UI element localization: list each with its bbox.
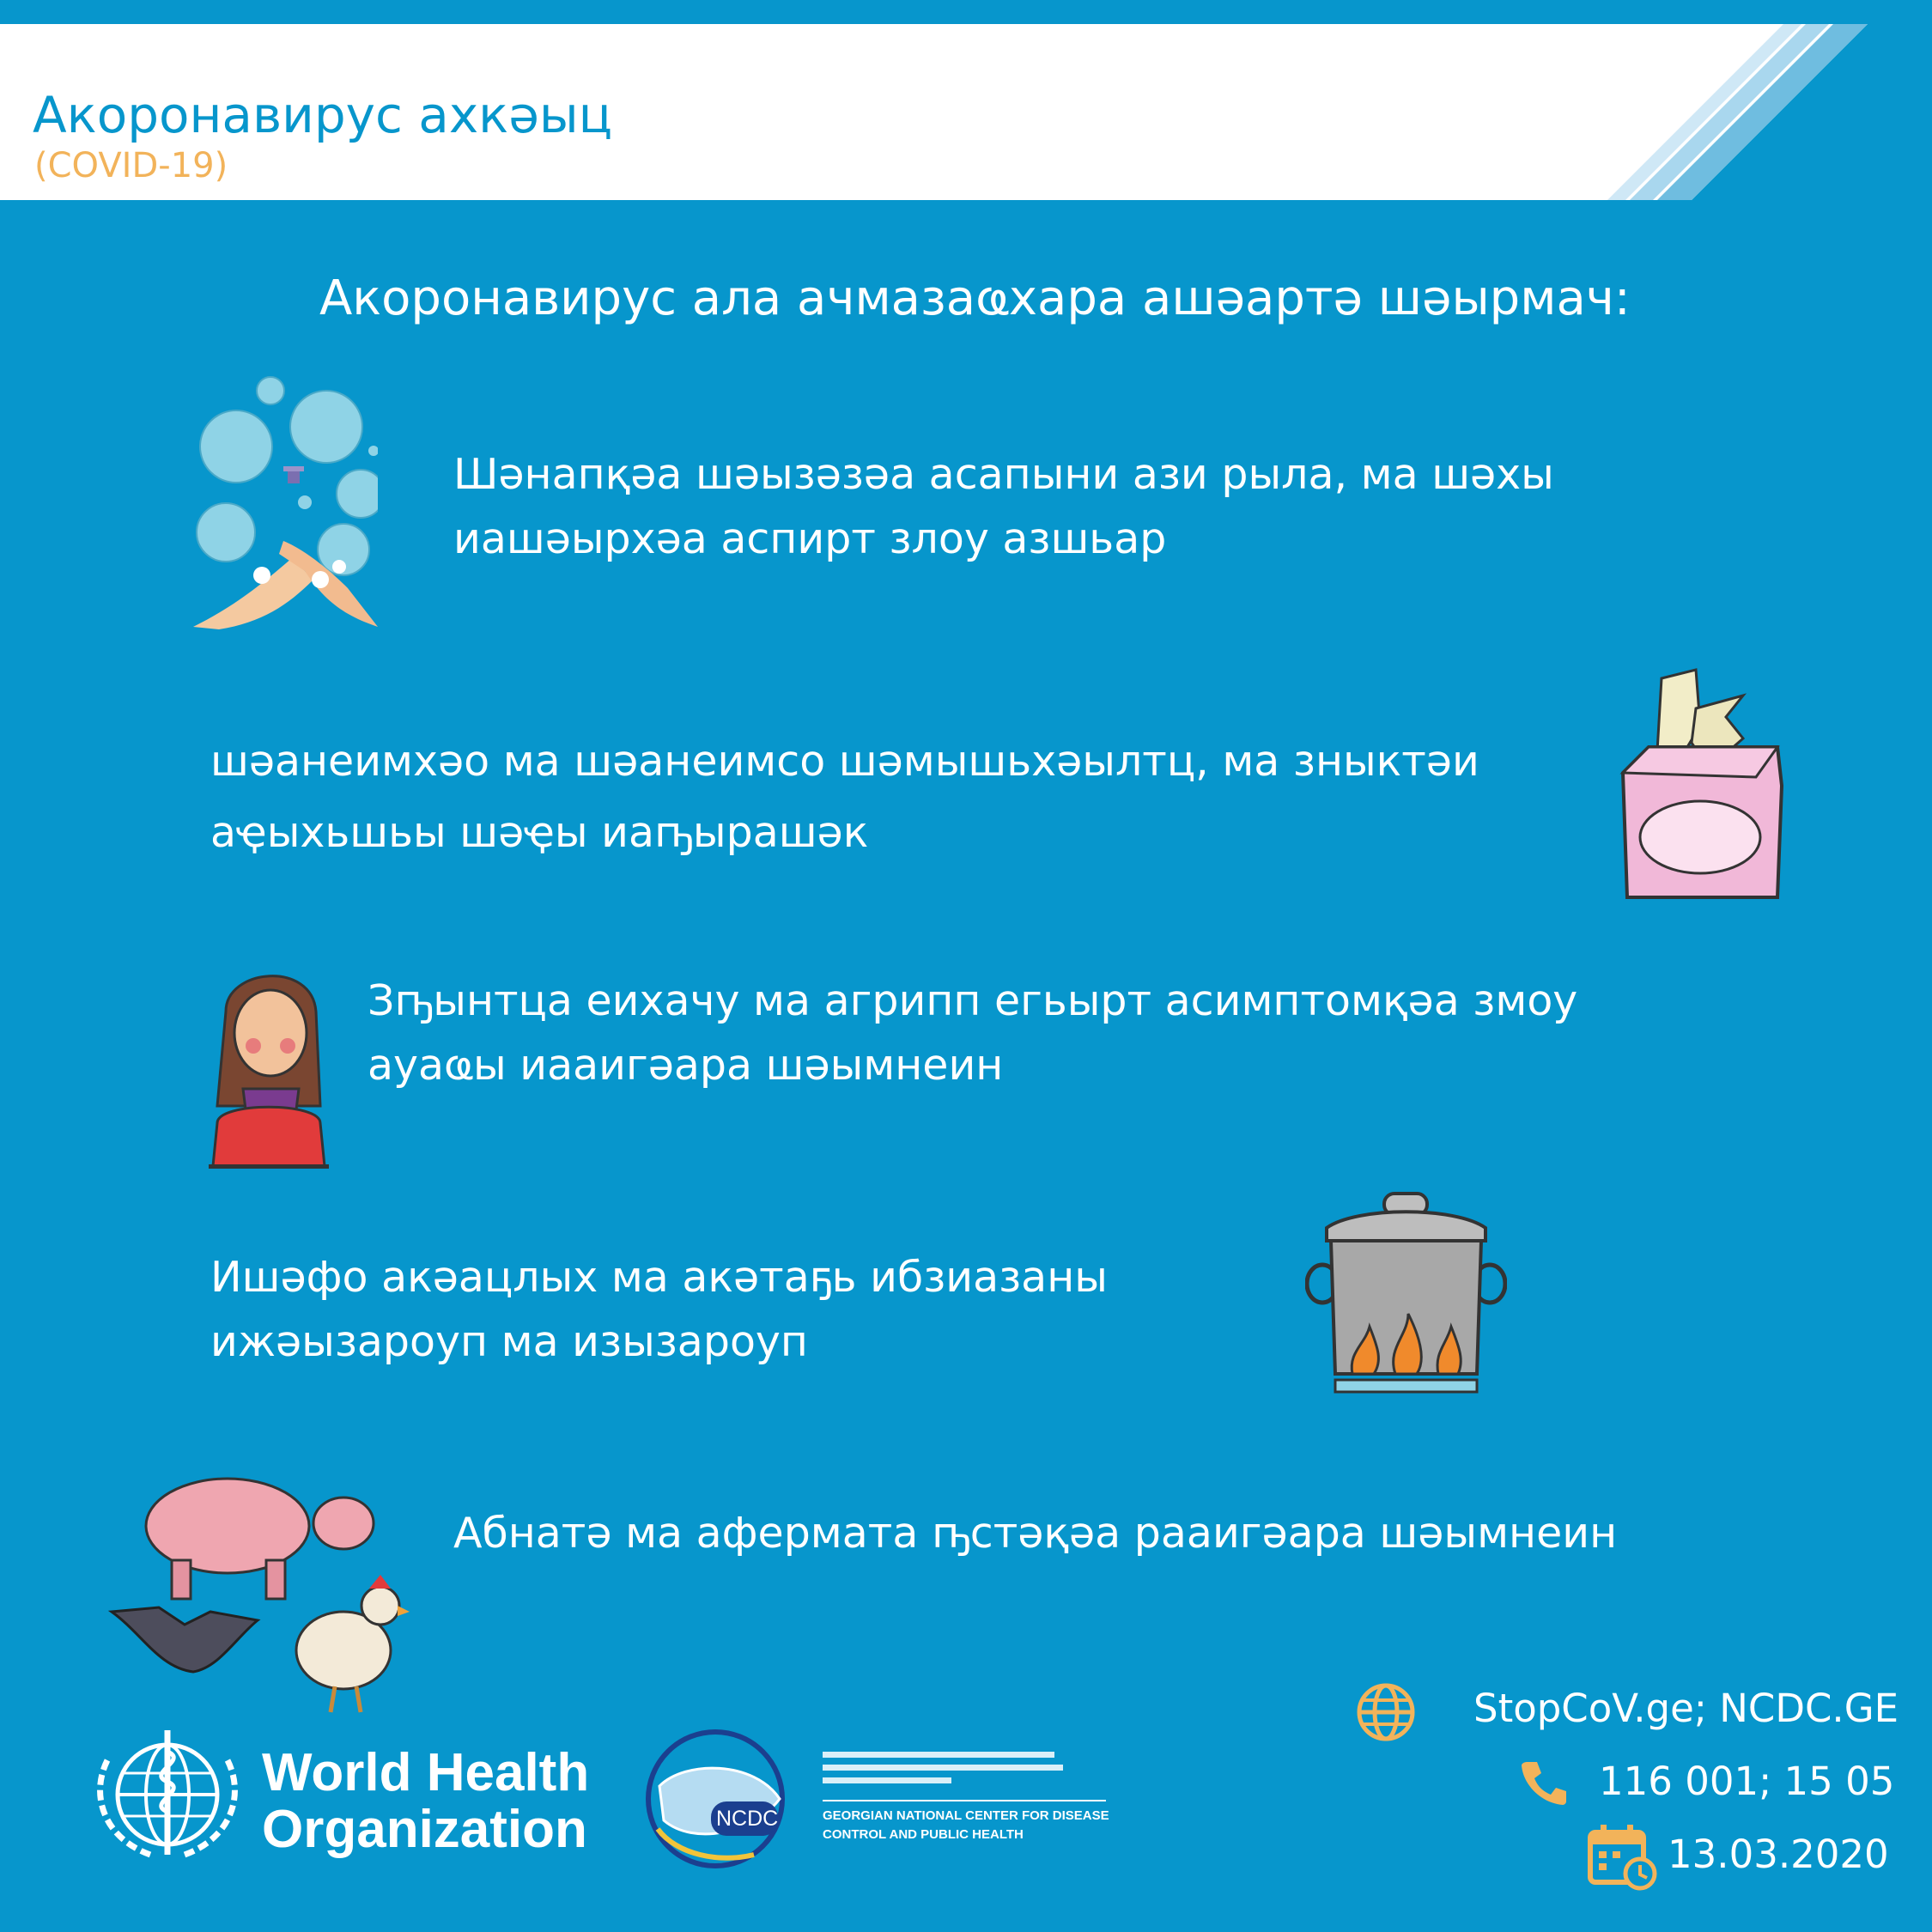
who-name-line2: Organization [262,1800,587,1859]
date-text: 13.03.2020 [1668,1832,1889,1877]
ncdc-emblem-icon [642,1726,814,1872]
tip-line: Ишәфо акәацлых ма акәтаҕь ибзиазаны [210,1253,1108,1302]
tissue-box-icon [1614,665,1790,906]
animals-icon [107,1470,416,1715]
tip-line: ауаҩы иааигәара шәымнеин [368,1041,1004,1090]
header-stripes-decoration [1528,24,1932,200]
header-bar [0,24,1932,200]
ncdc-georgian-text [823,1752,1063,1783]
page-title: Акоронавирус ахкәыц [33,86,613,144]
tip-line: ижәызароуп ма изызароуп [210,1317,808,1366]
who-name-line1: World Health [262,1743,590,1802]
tip-cover-cough [210,726,1479,868]
calendar-icon [1587,1822,1657,1891]
who-logo [82,1726,590,1872]
phone-text: 116 001; 15 05 [1599,1759,1895,1804]
tip-line: Зҧынтца еихачу ма агрипп егьырт асимптомқәа змоу [368,976,1578,1025]
ncdc-english-line1: GEORGIAN NATIONAL CENTER FOR DISEASE [823,1808,1109,1823]
ncdc-english-line2: CONTROL AND PUBLIC HEALTH [823,1827,1024,1842]
tip-line: шәанеимхәо ма шәанеимсо шәмышьхәылтц, ма зныктәи [210,737,1479,786]
sick-person-icon [209,960,329,1170]
page-subtitle: (COVID-19) [34,146,228,185]
tip-line: иашәырхәа аспирт злоу азшьар [453,514,1167,563]
ncdc-badge-text: NCDC [716,1807,779,1831]
tip-cook-meat [210,1245,1108,1374]
headline: Акоронавирус ала ачмазаҩхара ашәартә шәырмач: [319,270,1631,326]
tip-avoid-animals [453,1501,1617,1565]
handwashing-icon [193,374,378,631]
ncdc-divider [823,1800,1106,1801]
phone-icon [1520,1759,1568,1807]
tip-avoid-sick-people [368,969,1577,1097]
ncdc-logo [642,1726,1109,1872]
tip-line: Абнатә ма афермата ҧстәқәа раaигәара шәымнеин [453,1509,1618,1558]
globe-icon [1355,1681,1417,1743]
cooking-pot-icon [1305,1189,1507,1400]
tip-handwashing [453,442,1554,571]
website-text: StopCoV.ge; NCDC.GE [1473,1686,1899,1731]
tip-line: аҿыхьшьы шәҿы иаҧырашәк [210,808,869,857]
tip-line: Шәнапқәа шәызәзәа асапыни ази рыла, ма шәхы [453,450,1554,499]
who-emblem-icon [82,1726,253,1868]
